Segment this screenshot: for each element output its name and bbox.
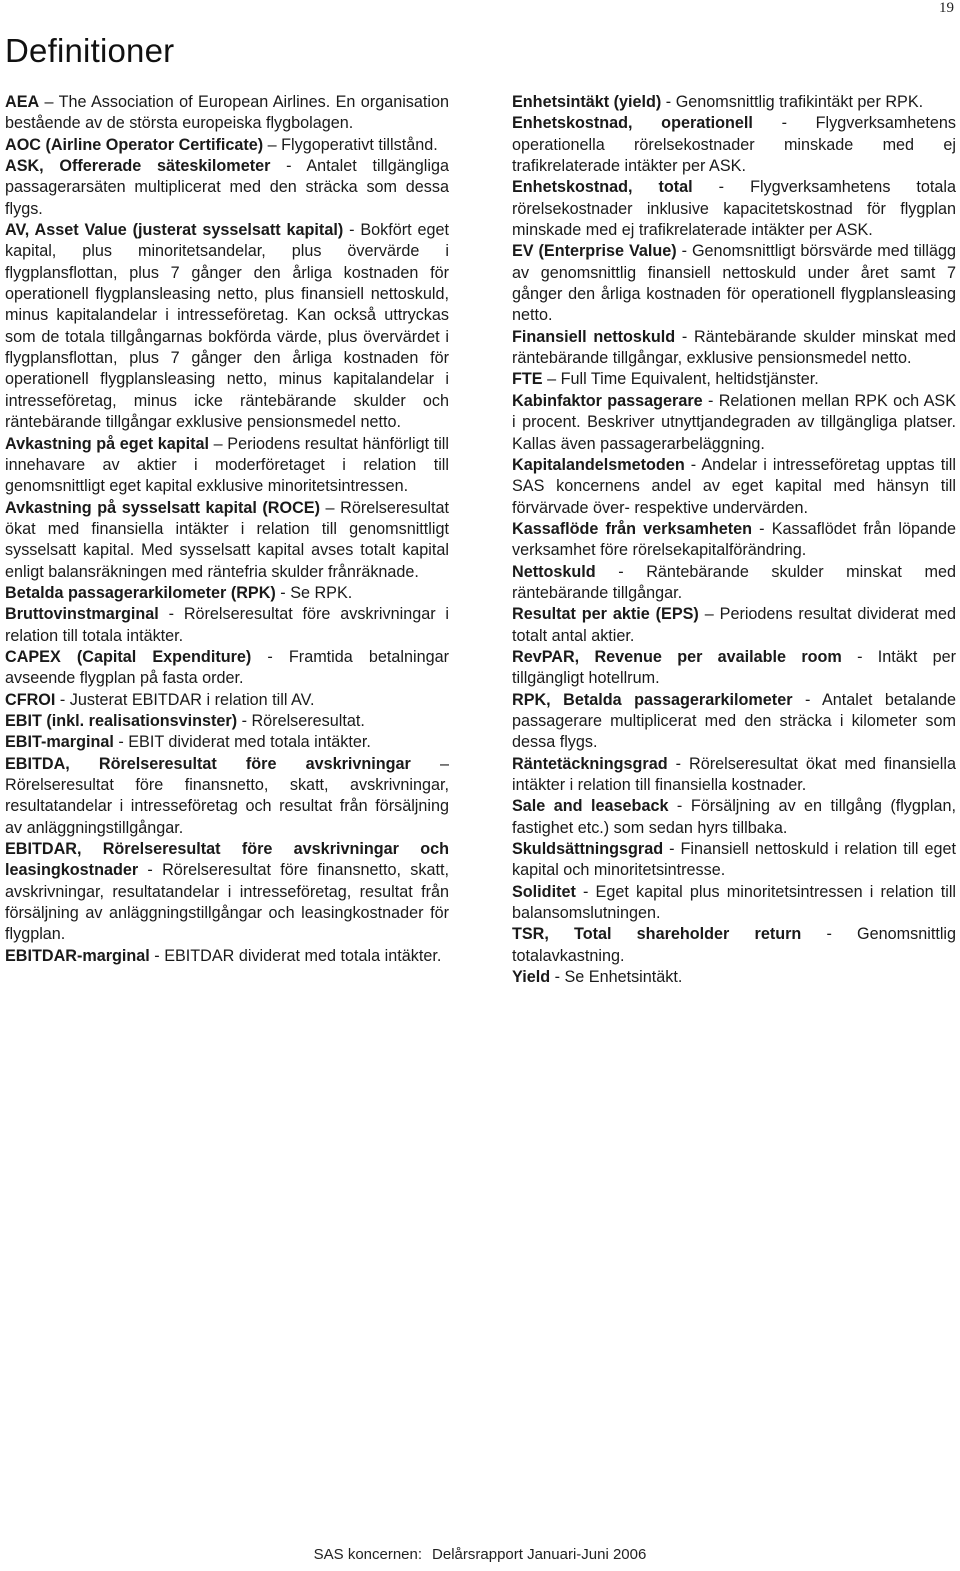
definition-separator: - (792, 690, 822, 709)
definition-text: Kassaflödet från löpande verksamhet före rörelsekapitalförändring. (512, 519, 957, 560)
page-title: Definitioner (5, 32, 175, 69)
definition-separator: - (251, 647, 289, 666)
definition-entry (5, 135, 449, 156)
definition-term: AV, Asset Value (justerat sysselsatt kapital) (5, 221, 344, 240)
definition-term: CFROI (5, 690, 56, 709)
definition-separator: - (55, 690, 70, 709)
definition-text: EBIT dividerat med totala intäkter. (128, 733, 371, 752)
definition-entry (5, 732, 449, 753)
definition-entry (512, 604, 956, 647)
definition-separator: - (138, 861, 163, 880)
definition-separator: – (209, 434, 228, 453)
definition-term: RevPAR, Revenue per available room (512, 647, 842, 666)
definition-entry (5, 583, 449, 604)
definition-separator: - (841, 647, 878, 666)
definition-term: Soliditet (512, 882, 576, 901)
definition-entry (5, 220, 449, 433)
definition-entry (512, 882, 956, 925)
definition-term: FTE (512, 370, 543, 389)
definition-separator: - (675, 327, 694, 346)
definition-term: Sale and leaseback (512, 797, 669, 816)
definition-text: Relationen mellan RPK och ASK i procent. Beskriver utnyttjandegraden av tillgängliga platser. Kallas även passagerarbeläggning. (512, 391, 956, 453)
definition-separator: - (550, 968, 565, 987)
definition-entry (5, 604, 449, 647)
definition-term: Kapitalandelsmetoden (512, 455, 685, 474)
definition-term: Bruttovinstmarginal (5, 605, 159, 624)
definition-entry (512, 92, 956, 113)
definition-text: Se RPK. (290, 583, 353, 602)
definition-separator: - (663, 840, 681, 859)
footer-report: Delårsrapport Januari-Juni 2006 (432, 1546, 647, 1563)
definition-term: Räntetäckningsgrad (512, 754, 668, 773)
definition-entry (5, 711, 449, 732)
definition-entry (5, 156, 449, 220)
definition-term: RPK, Betalda passagerarkilometer (512, 690, 793, 709)
definition-term: Avkastning på sysselsatt kapital (ROCE) (5, 498, 320, 517)
definition-text: Eget kapital plus minoritetsintressen i relation till balansomslutningen. (512, 882, 957, 923)
definition-separator: - (270, 157, 307, 176)
definition-text: Rörelseresultat före finansnetto, skatt, avskrivningar, resultatandelar i intresseföretag och resultat från försäljning av anläggningstillgångar. (5, 776, 449, 837)
definition-entry (512, 519, 956, 562)
definition-term: EBITDA, Rörelseresultat före avskrivningar (5, 754, 411, 773)
definition-term: AEA (5, 93, 40, 111)
definition-entry (512, 924, 956, 967)
definition-text: Framtida betalningar avseende flygplan på fasta order. (5, 647, 449, 688)
definition-text: Flygoperativt tillstånd. (281, 135, 438, 154)
definition-text: Antalet betalande passagerare multiplicerat med den sträcka i kilometer som dessa flygs. (512, 690, 956, 752)
definition-term: Enhetskostnad, operationell (512, 114, 753, 133)
definition-entry (5, 754, 449, 839)
footer-company: SAS koncernen: (313, 1546, 423, 1563)
definition-entry (5, 434, 449, 498)
definition-separator: - (343, 221, 361, 240)
definition-term: Enhetskostnad, total (512, 178, 693, 197)
definition-text: Rörelseresultat. (251, 711, 365, 730)
definition-text: Rörelseresultat ökat med finansiella intäkter i relation till finansiella kostnader. (512, 754, 956, 794)
definition-term: TSR, Total shareholder return (512, 925, 802, 944)
definition-separator: - (661, 93, 676, 111)
page-number: 19 (939, 0, 954, 16)
definitions-left-column (5, 92, 449, 967)
definition-text: Flygverksamhetens totala rörelsekostnader inklusive kapacitetskostnad för flygplan minskade med ej trafikrelaterade intäkter per ASK. (512, 178, 956, 240)
definition-text: Genomsnittlig totalavkastning. (512, 925, 957, 965)
definition-text: Justerat EBITDAR i relation till AV. (69, 690, 315, 709)
definition-separator: - (667, 754, 690, 773)
definition-separator: - (692, 178, 751, 197)
definition-text: Genomsnittligt börsvärde med tillägg av genomsnittlig finansiell nettoskuld under året samt 7 gånger den årliga kostnaden för operationell flygplansleasing netto. (512, 242, 957, 325)
definition-term: Kassaflöde från verksamheten (512, 519, 753, 538)
definition-entry (512, 796, 956, 839)
definition-text: Genomsnittlig trafikintäkt per RPK. (675, 93, 924, 111)
definition-entry (512, 241, 956, 326)
definition-entry (512, 562, 956, 605)
definition-entry (5, 946, 449, 967)
definition-separator: - (702, 391, 719, 410)
definition-separator: - (275, 583, 291, 602)
definition-separator: - (149, 946, 165, 965)
definition-separator: - (575, 882, 596, 901)
definition-text: Rörelseresultat före finansnetto, skatt, avskrivningar, resultatandelar i intresseföretag, resultat från försäljning av anläggningstillgångar och leasingkostnader för flygplan. (5, 861, 449, 944)
definition-text: EBITDAR dividerat med totala intäkter. (164, 946, 442, 965)
definition-term: Kabinfaktor passagerare (512, 391, 703, 410)
definition-entry (512, 754, 956, 797)
definition-text: Periodens resultat hänförligt till innehavare av aktier i moderföretaget i relation till genomsnittligt eget kapital exklusive minoritetsintressen. (5, 434, 449, 496)
definition-text: Full Time Equivalent, heltidstjänster. (560, 370, 819, 389)
definition-entry (5, 498, 449, 583)
definition-term: Avkastning på eget kapital (5, 434, 209, 453)
definition-text: Antalet tillgängliga passagerarsäten multiplicerat med den sträcka som dessa flygs. (5, 157, 449, 218)
definition-separator: – (39, 93, 59, 111)
definition-entry (512, 690, 956, 754)
definition-separator: – (698, 605, 720, 624)
definition-entry (512, 369, 956, 390)
definition-entry (5, 839, 449, 946)
definition-text: Finansiell nettoskuld i relation till eget kapital och minoritetsintresse. (512, 840, 957, 880)
definition-term: Finansiell nettoskuld (512, 327, 676, 346)
definition-entry (5, 92, 449, 135)
definition-text: Räntebärande skulder minskat med räntebärande tillgångar. (512, 562, 957, 602)
definition-term: Nettoskuld (512, 562, 596, 581)
definition-term: Resultat per aktie (EPS) (512, 605, 699, 624)
definition-text: Intäkt per tillgängligt hotellrum. (512, 647, 956, 688)
definition-term: Yield (512, 968, 551, 987)
definition-separator: - (158, 605, 184, 624)
definition-term: EV (Enterprise Value) (512, 242, 677, 261)
definition-text: The Association of European Airlines. En organisation bestående av de största europeiska flygbolagen. (5, 93, 449, 133)
definition-entry (512, 177, 956, 241)
definition-text: Andelar i intresseföretag upptas till SAS koncernens andel av eget kapital med hänsyn till förvärvade över- respektive undervärden. (512, 455, 956, 517)
definition-text: Flygverksamhetens operationella rörelsekostnader minskade med ej trafikrelaterade intäkter per ASK. (512, 114, 956, 176)
definition-entry (512, 967, 956, 988)
definition-separator: – (410, 754, 449, 773)
definition-text: Periodens resultat dividerat med totalt antal aktier. (512, 605, 956, 645)
definition-term: EBIT (inkl. realisationsvinster) (5, 711, 238, 730)
definition-entry (5, 647, 449, 690)
definition-separator: - (676, 242, 692, 261)
definition-term: EBITDAR, Rörelseresultat före avskrivningar och leasingkostnader (5, 840, 449, 880)
definition-entry (512, 647, 956, 690)
definition-separator: - (752, 519, 772, 538)
definition-term: Skuldsättningsgrad (512, 840, 664, 859)
definition-separator: - (684, 455, 702, 474)
definition-term: EBITDAR-marginal (5, 946, 150, 965)
definition-entry (512, 391, 956, 455)
definition-text: Försäljning av en tillgång (flygplan, fastighet etc.) som sedan hyrs tillbaka. (512, 797, 956, 837)
definition-term: CAPEX (Capital Expenditure) (5, 647, 252, 666)
definition-text: Se Enhetsintäkt. (564, 968, 683, 987)
definition-entry (512, 113, 956, 177)
definition-entry (512, 839, 956, 882)
definition-separator: – (263, 135, 282, 154)
definition-term: AOC (Airline Operator Certificate) (5, 135, 264, 154)
definition-text: Rörelseresultat före avskrivningar i relation till totala intäkter. (5, 605, 449, 645)
definition-separator: - (113, 733, 129, 752)
definitions-right-column (512, 92, 956, 988)
definition-separator: – (542, 370, 561, 389)
definition-separator: - (237, 711, 252, 730)
definition-term: Betalda passagerarkilometer (RPK) (5, 583, 276, 602)
definition-separator: - (668, 797, 691, 816)
definition-term: EBIT-marginal (5, 733, 114, 752)
definition-separator: - (595, 562, 647, 581)
definition-separator: – (319, 498, 341, 517)
definition-separator: - (801, 925, 858, 944)
definition-text: Räntebärande skulder minskat med räntebärande tillgångar, exklusive pensionsmedel netto. (512, 327, 957, 368)
page-footer (0, 1546, 960, 1563)
definition-term: Enhetsintäkt (yield) (512, 93, 662, 111)
definition-term: ASK, Offererade säteskilometer (5, 157, 271, 176)
definition-entry (512, 327, 956, 370)
definition-text: Rörelseresultat ökat med finansiella intäkter i relation till genomsnittligt sysselsatt kapital. Med sysselsatt kapital avses totalt kapital enligt balansräkningen med räntefria skulder frånräknade. (5, 498, 449, 581)
definition-entry (512, 455, 956, 519)
definition-entry (5, 690, 449, 711)
definition-text: Bokfört eget kapital, plus minoritetsandelar, plus övervärde i flygplansflottan, plus 7 gånger den årliga kostnaden för operationell flygplansleasing netto, plus finansiell nettoskuld, minus kapitalandelar i intresseföretag. Kan också uttryckas som de totala tillgångarnas bokförda värde, plus övervärdet i flygplansflottan, plus 7 gånger den årliga kostnaden för operationell flygplansleasing netto, minus kapitalandelar i intresseföretag, minus icke räntebärande skulder och räntebärande tillgångar exklusive pensionsmedel netto. (5, 221, 449, 432)
definition-separator: - (752, 114, 816, 133)
